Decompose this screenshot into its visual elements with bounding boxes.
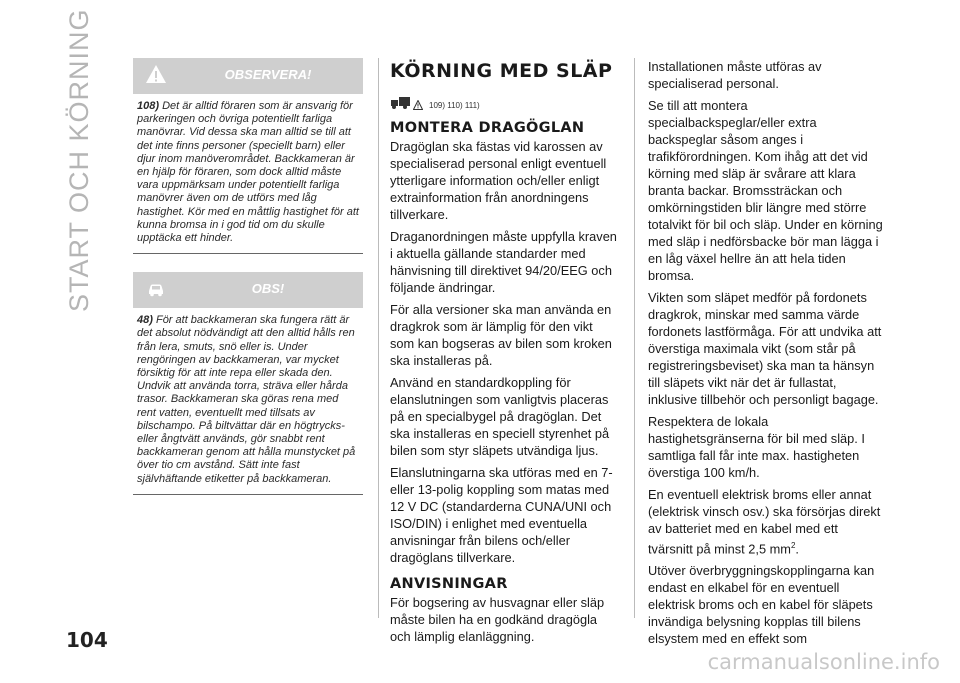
watermark: carmanualsonline.info [707,650,940,674]
warning-references [390,88,620,110]
reference-icons [390,92,423,110]
section-title: KÖRNING MED SLÄP [390,60,613,82]
notices-column [133,58,363,495]
paragraph-end: . [795,541,799,557]
notice-header [133,272,363,308]
column-divider-1 [378,58,379,618]
subsection-title-1: MONTERA DRAGÖGLAN [390,120,585,136]
paragraph: Respektera de lokala hastighetsgränserna för bil med släp. I samtliga fall får inte max. hastigheten överstiga 100 km/h. [648,414,865,480]
car-trailer-icon [390,92,412,110]
page-number: 104 [66,628,108,652]
paragraph: Elanslutningarna ska utföras med en 7- eller 13-polig koppling som matas med 12 V DC (standarderna CUNA/UNI och ISO/DIN) i enlighet med eventuella anvisningar från bilens och/eller dragöglans tillverkare. [390,465,613,565]
superscript: 2 [790,541,796,550]
paragraph: Använd en standardkoppling för elanslutningen som vanligtvis placeras på en specialbygel på dragöglan. Det ska installeras en speciell styrenhet på bilen som styr släpets utvändiga ljus. [390,375,610,458]
warning-text: Det är alltid föraren som är ansvarig för parkeringen och övriga potentiellt farliga manövrar. Vid dessa ska man alltid se till att det inte finns personer (speciellt barn) eller djur inom manöverområdet. Backkameran är en hjälp för föraren, som dock alltid måste vara uppmärksam under potentiellt farliga manövrer även om de utförs med låg hastighet. Kör med en måttlig hastighet för att kunna bromsa in i god tid om du skulle upptäcka ett hinder. [137,100,359,245]
column-divider-2 [634,58,635,618]
notice-box [133,272,363,495]
warning-triangle-icon [413,100,423,110]
paragraph: För alla versioner ska man använda en dragkrok som är lämplig för den vikt som kan bogseras av bilen som kroken ska installeras på. [390,302,612,368]
chapter-side-title: START OCH KÖRNING [64,8,94,312]
paragraph: Draganordningen måste uppfylla kraven i aktuella gällande standarder med hänvisning till direktivet 94/20/EEG och följande ändringar. [390,229,617,295]
subsection-title-2: ANVISNINGAR [390,576,508,592]
warning-header [133,58,363,94]
notice-title: OBS! [251,281,285,297]
continued-text-column [648,58,884,652]
main-text-column [390,60,620,650]
paragraph: För bogsering av husvagnar eller släp måste bilen ha en godkänd dragögla och lämplig elanläggning. [390,595,605,644]
notice-text: För att backkameran ska fungera rätt är det absolut nödvändigt att den alltid hålls ren från lera, smuts, snö eller is. Under rengöringen av backkameran, var mycket försiktig för att inte repa eller skada den. Undvik att använda torra, sträva eller hårda trasor. Backkameran ska göras rena med rent vatten, eventuellt med tillsats av bilschampo. På biltvättar där en högtrycks- eller ångtvätt används, gör snabbt rent backkameran genom att hålla munstycket på över tio cm avstånd. Sätt inte fast självhäftande etiketter på backkameran. [137,314,356,485]
paragraph: Dragöglan ska fästas vid karossen av specialiserad personal enligt eventuell ytterligare information och/eller enligt extrainformation från anordningens tillverkare. [390,139,607,222]
warning-number: 108) [137,100,160,112]
paragraph [648,486,884,557]
notice-body [133,308,363,495]
notice-number: 48) [137,314,153,327]
warning-box [133,58,363,254]
paragraph: Installationen måste utföras av specialiserad personal. [648,59,822,91]
paragraph: Vikten som släpet medför på fordonets dragkrok, minskar med samma värde fordonets lastförmåga. För att undvika att överstiga maximala vikt (som står på registreringsbeviset) ska man ta hänsyn till släpets vikt när det är fullastat, inklusive tillbehör och personligt bagage. [648,290,882,407]
warning-body [133,94,363,254]
warning-title: OBSERVERA! [224,67,312,82]
paragraph: Se till att montera specialbackspeglar/eller extra backspeglar såsom anges i trafikförordningen. Kom ihåg att det vid körning med släp är svårare att klara branta backar. Bromssträckan och omkörningstiden blir längre med större totalvikt för bil och släp. Under en körning med släp i nedförsbacke bör man lägga i en låg växel hellre än att hela tiden bromsa. [648,98,883,283]
paragraph-text: En eventuell elektrisk broms eller annat (elektrisk vinsch osv.) ska försörjas direkt av batteriet med en kabel med ett tvärsnitt på minst 2,5 mm [648,487,881,557]
reference-numbers: 109) 110) 111) [429,101,480,110]
paragraph: Utöver överbryggningskopplingarna kan endast en elkabel för en eventuell elektrisk broms och en kabel för släpets invändiga belysning kopplas till bilens elsystem med en effekt som [648,563,875,647]
